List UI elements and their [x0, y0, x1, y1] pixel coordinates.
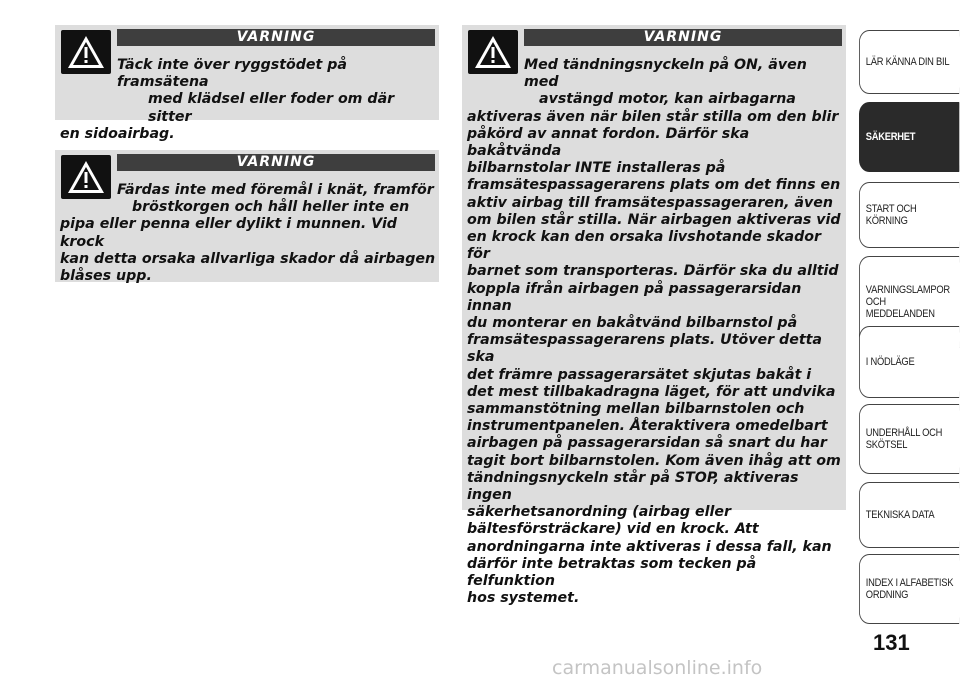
warning-line: en krock kan den orsaka livshotande skador för: [467, 229, 821, 263]
tab-label: UNDERHÅLL OCH SKÖTSEL: [865, 427, 943, 451]
warning-line: tändningsnyckeln står på STOP, aktiveras ingen: [467, 469, 799, 504]
tab-label: INDEX I ALFABETISK ORDNING: [865, 577, 954, 601]
warning-line: pipa eller penna eller dylikt i munnen. Vid krock: [60, 216, 397, 250]
tab-label: SÄKERHET: [865, 131, 916, 143]
warning-line: bältesförsträckare) vid en krock. Att: [467, 521, 759, 538]
warning-header: VARNING: [117, 154, 435, 171]
warning-line: aktiveras även när bilen står stilla om den blir: [467, 108, 839, 125]
warning-line: sammanstötning mellan bilbarnstolen och: [467, 401, 805, 418]
warning-line: barnet som transporteras. Därför ska du alltid: [467, 263, 839, 280]
warning-line: avstängd motor, kan airbagarna: [539, 91, 796, 108]
warning-line: Med tändningsnyckeln på ON, även med: [524, 57, 807, 91]
warning-line: bröstkorgen och håll heller inte en: [132, 199, 410, 216]
tab-label: LÄR KÄNNA DIN BIL: [865, 56, 950, 68]
tab-index[interactable]: [859, 554, 959, 624]
warning-line: blåses upp.: [60, 268, 152, 285]
tab-tekniska-data[interactable]: [859, 482, 959, 548]
tab-label: START OCH KÖRNING: [865, 203, 917, 227]
warning-line: om bilen står stilla. När airbagen aktiveras vid: [467, 211, 841, 228]
warning-line: bilbarnstolar INTE installeras på: [467, 160, 726, 177]
tab-underhall-och-skotsel[interactable]: [859, 404, 959, 474]
warning-line: säkerhetsanordning (airbag eller: [467, 504, 731, 521]
warning-box-2: [55, 150, 439, 285]
tab-sakerhet[interactable]: [859, 102, 959, 172]
warning-header: VARNING: [117, 29, 435, 46]
warning-line: tagit bort bilbarnstolen. Kom även ihåg att om: [467, 452, 841, 469]
warning-line: hos systemet.: [467, 590, 580, 607]
warning-line: Täck inte över ryggstödet på framsätena: [117, 57, 347, 91]
warning-box-1: [55, 25, 439, 142]
warning-line: Färdas inte med föremål i knät, framför: [117, 182, 434, 198]
tab-lar-kanna-din-bil[interactable]: [859, 30, 959, 94]
page-number: 131: [873, 630, 910, 655]
warning-line: airbagen på passagerarsidan så snart du har: [467, 435, 827, 452]
warning-line: instrumentpanelen. Återaktivera omedelbart: [467, 418, 828, 435]
warning-line: därför inte betraktas som tecken på felfunktion: [467, 555, 757, 590]
warning-text: [60, 57, 436, 143]
warning-line: anordningarna inte aktiveras i dessa fall, kan: [467, 538, 832, 555]
warning-line: med klädsel eller foder om där sitter: [148, 91, 395, 125]
tab-i-nodlage[interactable]: [859, 326, 959, 398]
warning-header: VARNING: [524, 29, 842, 46]
tab-label: TEKNISKA DATA: [865, 509, 935, 521]
warning-line: det mest tillbakadragna läget, för att undvika: [467, 383, 836, 400]
warning-line: det främre passagerarsätet skjutas bakåt i: [467, 366, 812, 383]
tab-label: VARNINGSLAMPOR OCH MEDDELANDEN: [865, 284, 950, 320]
warning-line: framsätespassagerarens plats om det finns en: [467, 177, 841, 194]
warning-text: [60, 182, 436, 285]
tab-start-och-korning[interactable]: [859, 182, 959, 248]
warning-line: kan detta orsaka allvarliga skador då airbagen: [60, 250, 436, 267]
tab-label: I NÖDLÄGE: [865, 356, 915, 368]
watermark: carmanualsonline.info: [552, 657, 763, 679]
warning-text: [467, 57, 845, 608]
warning-line: koppla ifrån airbagen på passagerarsidan innan: [467, 280, 802, 314]
warning-box-3: [462, 25, 846, 607]
warning-line: påkörd av annat fordon. Därför ska bakåtvända: [467, 125, 750, 160]
warning-line: framsätespassagerarens plats. Utöver detta ska: [467, 332, 822, 366]
warning-line: en sidoairbag.: [60, 125, 175, 142]
warning-line: du monterar en bakåtvänd bilbarnstol på: [467, 315, 798, 332]
warning-line: aktiv airbag till framsätespassageraren, även: [467, 194, 833, 211]
